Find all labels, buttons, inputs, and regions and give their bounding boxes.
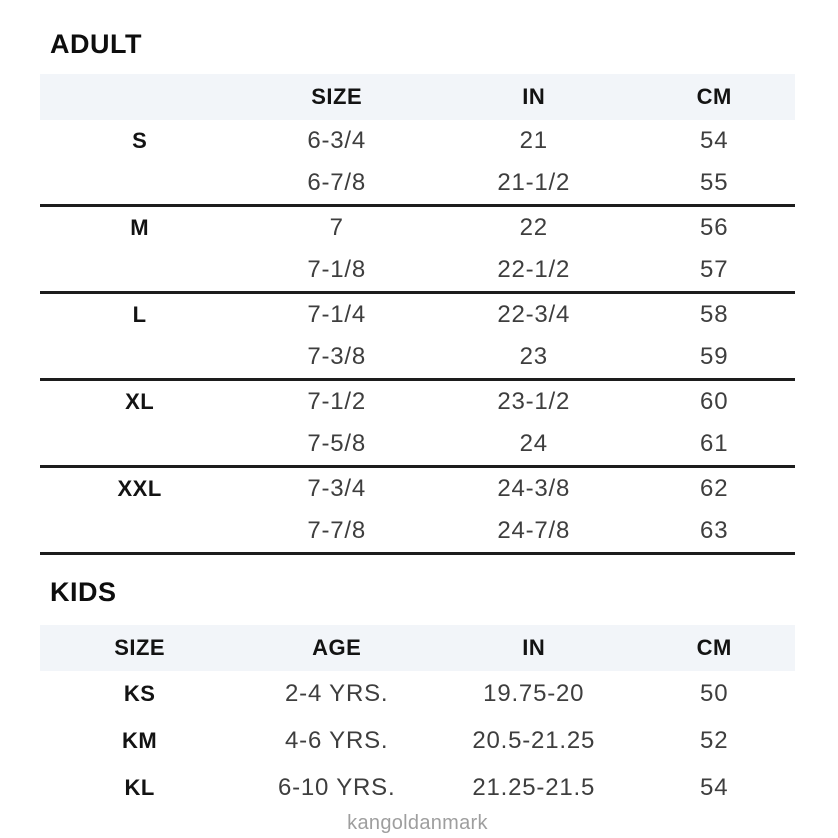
table-row (40, 510, 795, 554)
cm-value: 50 (700, 680, 729, 708)
age-value: 4-6 YRS. (285, 727, 389, 755)
adult-section-heading: ADULT (50, 29, 142, 59)
row-label (40, 249, 239, 293)
kids-header-row (40, 625, 795, 671)
row-label: XXL (117, 476, 162, 502)
in-value: 21.25-21.5 (472, 774, 596, 802)
kids-section-heading: KIDS (50, 577, 117, 608)
size-value: 7-7/8 (239, 510, 434, 554)
kids-table-head (40, 625, 795, 671)
in-value: 24-7/8 (434, 510, 633, 554)
cm-value: 63 (633, 510, 795, 554)
row-label: KM (122, 728, 158, 754)
row-label: KS (123, 681, 156, 707)
cm-value: 54 (700, 774, 729, 802)
in-value: 20.5-21.25 (472, 727, 596, 755)
table-row (40, 206, 795, 250)
row-label (40, 510, 239, 554)
table-row (40, 249, 795, 293)
table-row (40, 380, 795, 424)
kids-col-header-in: IN (434, 625, 633, 671)
cm-value: 54 (700, 127, 729, 155)
in-value: 23 (434, 336, 633, 380)
cm-value: 62 (700, 475, 729, 503)
adult-size-table (40, 74, 795, 555)
in-value: 23-1/2 (497, 388, 571, 416)
adult-col-header-blank (40, 74, 239, 120)
size-value: 7 (329, 214, 344, 242)
kids-col-header-age: AGE (239, 625, 434, 671)
size-value: 6-7/8 (239, 162, 434, 206)
cm-value: 57 (633, 249, 795, 293)
age-value: 2-4 YRS. (285, 680, 389, 708)
kids-size-table (40, 625, 795, 812)
row-label (40, 162, 239, 206)
table-row (40, 718, 795, 765)
table-row (40, 120, 795, 162)
adult-table-head (40, 74, 795, 120)
kids-col-header-size: SIZE (40, 625, 239, 671)
in-value: 21-1/2 (434, 162, 633, 206)
adult-table-body (40, 120, 795, 554)
in-value: 22-1/2 (434, 249, 633, 293)
watermark-text: kangoldanmark (347, 811, 488, 834)
row-label: KL (124, 775, 155, 801)
row-label: M (130, 215, 150, 241)
table-row (40, 293, 795, 337)
kids-table-body (40, 671, 795, 812)
table-row (40, 423, 795, 467)
cm-value: 60 (700, 388, 729, 416)
cm-value: 56 (700, 214, 729, 242)
table-row (40, 671, 795, 718)
adult-col-header-cm: CM (633, 74, 795, 120)
in-value: 24-3/8 (497, 475, 571, 503)
table-row (40, 467, 795, 511)
row-label (40, 336, 239, 380)
row-label: S (132, 128, 148, 154)
cm-value: 59 (633, 336, 795, 380)
in-value: 24 (434, 423, 633, 467)
table-row (40, 336, 795, 380)
in-value: 22-3/4 (497, 301, 571, 329)
in-value: 22 (519, 214, 548, 242)
cm-value: 55 (633, 162, 795, 206)
in-value: 21 (519, 127, 548, 155)
row-label: L (132, 302, 147, 328)
size-value: 7-3/4 (307, 475, 367, 503)
cm-value: 52 (700, 727, 729, 755)
size-value: 7-1/4 (307, 301, 367, 329)
size-value: 7-3/8 (239, 336, 434, 380)
size-value: 7-1/2 (307, 388, 367, 416)
size-value: 6-3/4 (307, 127, 367, 155)
cm-value: 58 (700, 301, 729, 329)
cm-value: 61 (633, 423, 795, 467)
table-row (40, 162, 795, 206)
adult-header-row (40, 74, 795, 120)
row-label: XL (125, 389, 155, 415)
size-value: 7-1/8 (239, 249, 434, 293)
table-row (40, 765, 795, 812)
age-value: 6-10 YRS. (277, 774, 396, 802)
kids-col-header-cm: CM (633, 625, 795, 671)
size-value: 7-5/8 (239, 423, 434, 467)
adult-col-header-in: IN (434, 74, 633, 120)
adult-col-header-size: SIZE (239, 74, 434, 120)
in-value: 19.75-20 (483, 680, 585, 708)
row-label (40, 423, 239, 467)
